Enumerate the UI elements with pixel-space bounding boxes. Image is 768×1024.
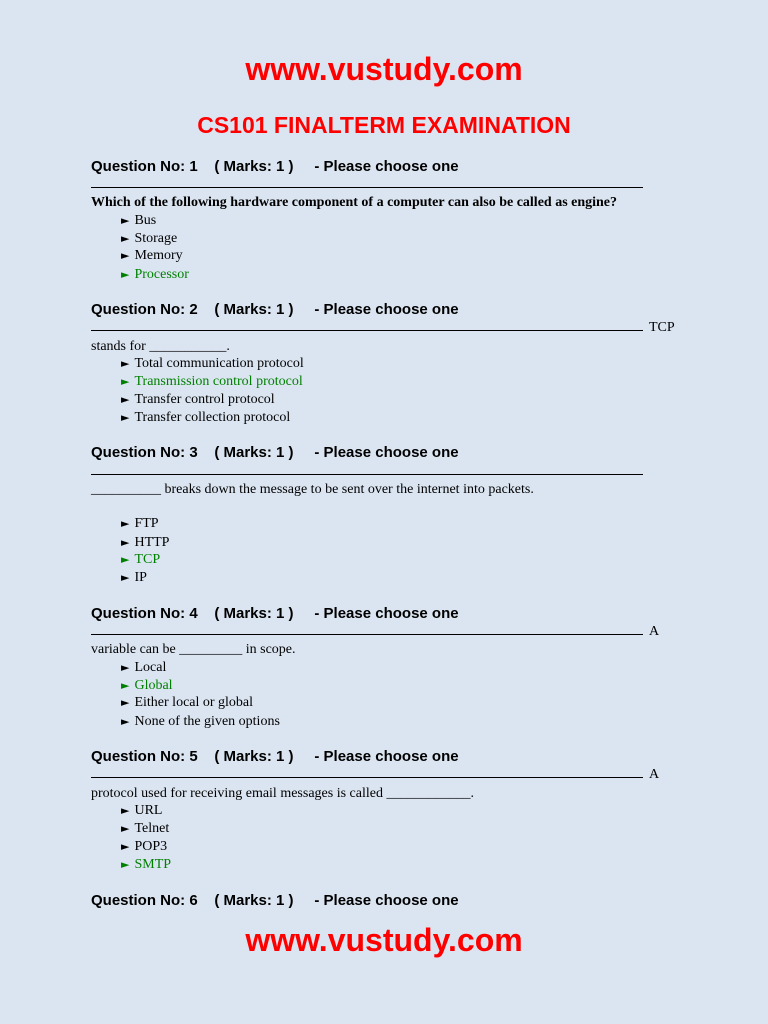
question-2-option[interactable]: ► Total communication protocol: [121, 356, 304, 371]
option-arrow-icon: ►: [121, 536, 130, 549]
option-arrow-icon: ►: [121, 804, 130, 817]
question-4-option[interactable]: ► Local: [121, 660, 167, 675]
question-5-divider: [91, 777, 643, 778]
question-1-option[interactable]: ► Storage: [121, 231, 178, 246]
question-1-option[interactable]: ► Memory: [121, 248, 183, 263]
question-3-option[interactable]: ► IP: [121, 570, 147, 585]
question-4-text-start: A: [649, 624, 660, 639]
option-arrow-icon: ►: [121, 411, 130, 424]
question-4-divider: [91, 634, 643, 635]
exam-title: CS101 FINALTERM EXAMINATION: [197, 112, 571, 138]
question-5-text: protocol used for receiving email messages is called ____________.: [91, 786, 474, 801]
question-5-text-start: A: [649, 767, 660, 782]
question-1-option[interactable]: ► Bus: [121, 213, 157, 228]
option-arrow-icon: ►: [121, 715, 130, 728]
question-2-text: stands for ___________.: [91, 339, 230, 354]
question-5-option[interactable]: ► POP3: [121, 839, 168, 854]
option-arrow-icon: ►: [121, 214, 130, 227]
question-4-text: variable can be _________ in scope.: [91, 642, 296, 657]
option-arrow-icon: ►: [121, 822, 130, 835]
question-5-header: Question No: 5 ( Marks: 1 ) - Please choose one: [91, 748, 459, 765]
question-2-option[interactable]: ► Transmission control protocol: [121, 374, 303, 389]
option-arrow-icon: ►: [121, 840, 130, 853]
site-url-top: www.vustudy.com: [245, 51, 523, 87]
question-5-option[interactable]: ► Telnet: [121, 821, 170, 836]
option-arrow-icon: ►: [121, 553, 130, 566]
question-4-option[interactable]: ► Either local or global: [121, 695, 254, 710]
question-2-divider: [91, 330, 643, 331]
question-2-option[interactable]: ► Transfer collection protocol: [121, 410, 291, 425]
question-2-option[interactable]: ► Transfer control protocol: [121, 392, 275, 407]
question-3-text: __________ breaks down the message to be sent over the internet into packets.: [91, 482, 534, 497]
question-3-option[interactable]: ► FTP: [121, 516, 159, 531]
site-url-bottom: www.vustudy.com: [245, 922, 523, 958]
option-arrow-icon: ►: [121, 517, 130, 530]
question-6-header: Question No: 6 ( Marks: 1 ) - Please choose one: [91, 892, 459, 909]
question-1-text: Which of the following hardware component of a computer can also be called as engine?: [91, 195, 618, 210]
option-arrow-icon: ►: [121, 696, 130, 709]
option-arrow-icon: ►: [121, 661, 130, 674]
question-4-option[interactable]: ► None of the given options: [121, 714, 280, 729]
question-3-option[interactable]: ► TCP: [121, 552, 161, 567]
option-arrow-icon: ►: [121, 249, 130, 262]
question-1-divider: [91, 187, 643, 188]
question-4-option[interactable]: ► Global: [121, 678, 173, 693]
option-arrow-icon: ►: [121, 357, 130, 370]
question-1-header: Question No: 1 ( Marks: 1 ) - Please choose one: [91, 158, 459, 175]
question-2-text-start: TCP: [649, 320, 675, 335]
question-4-header: Question No: 4 ( Marks: 1 ) - Please choose one: [91, 605, 459, 622]
question-1-option[interactable]: ► Processor: [121, 267, 189, 282]
option-arrow-icon: ►: [121, 268, 130, 281]
question-5-option[interactable]: ► URL: [121, 803, 163, 818]
option-arrow-icon: ►: [121, 679, 130, 692]
question-3-divider: [91, 474, 643, 475]
question-3-option[interactable]: ► HTTP: [121, 535, 170, 550]
option-arrow-icon: ►: [121, 571, 130, 584]
question-3-header: Question No: 3 ( Marks: 1 ) - Please choose one: [91, 444, 459, 461]
option-arrow-icon: ►: [121, 858, 130, 871]
question-2-header: Question No: 2 ( Marks: 1 ) - Please choose one: [91, 301, 459, 318]
option-arrow-icon: ►: [121, 232, 130, 245]
question-5-option[interactable]: ► SMTP: [121, 857, 172, 872]
option-arrow-icon: ►: [121, 375, 130, 388]
option-arrow-icon: ►: [121, 393, 130, 406]
